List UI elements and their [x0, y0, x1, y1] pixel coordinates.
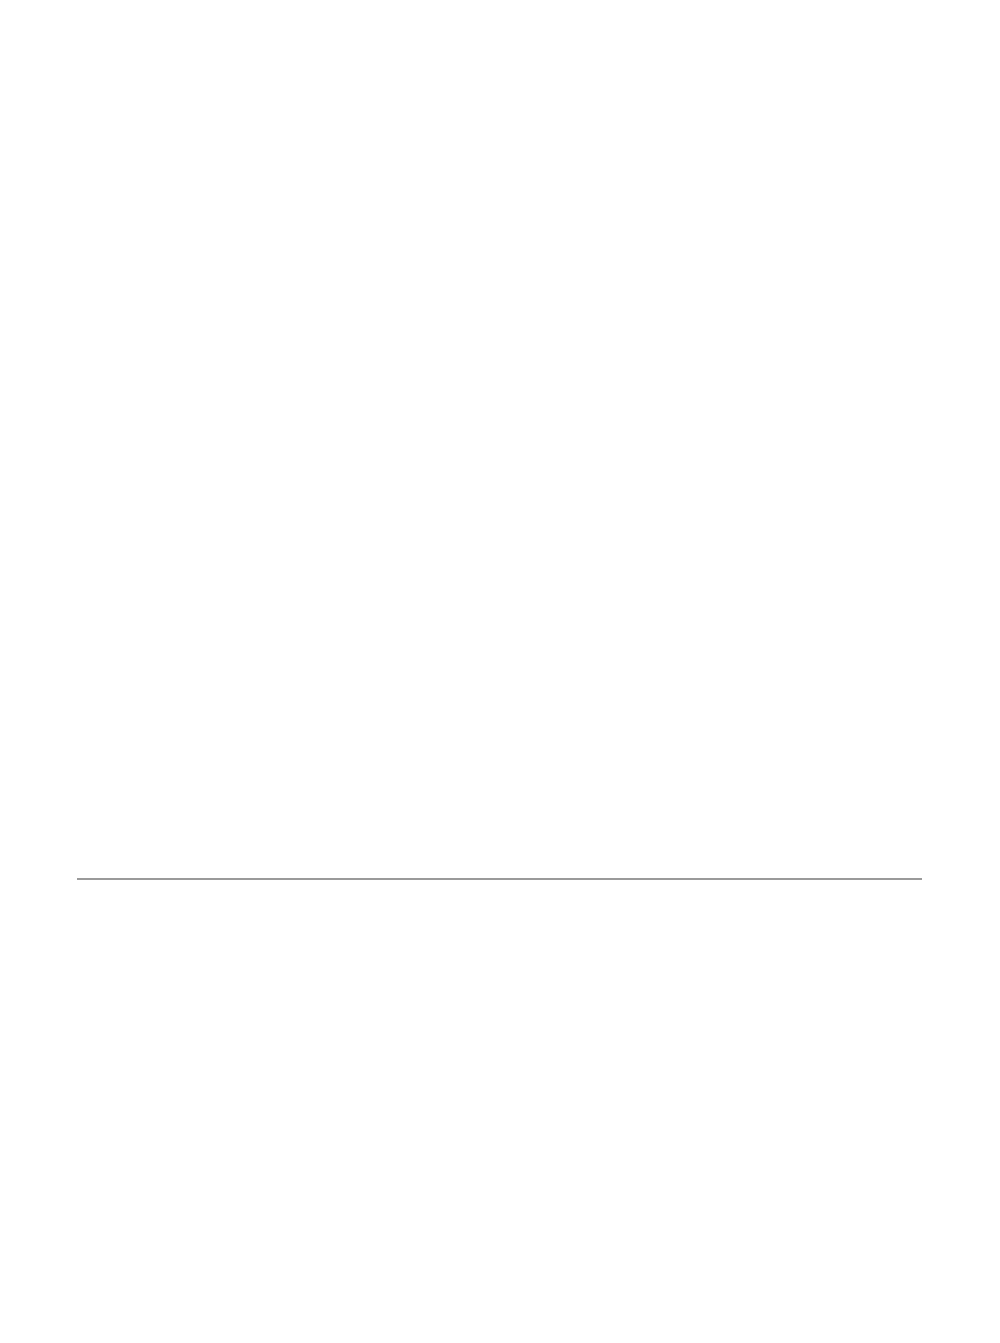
size-recommendation-table	[77, 878, 922, 880]
